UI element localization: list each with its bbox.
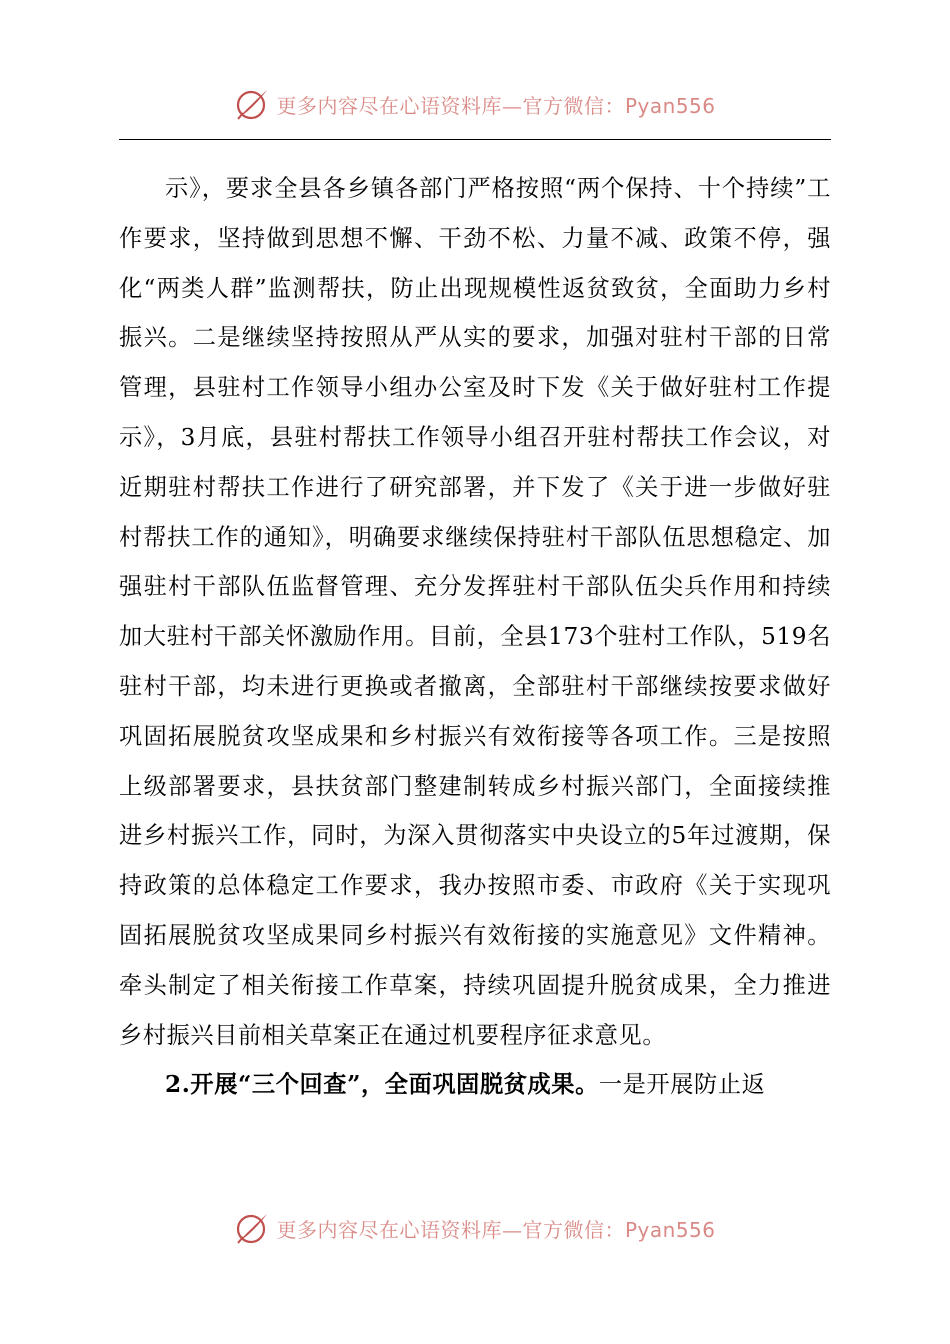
banner-wechat-id: Pyan556: [624, 1217, 716, 1242]
quill-logo-icon: [234, 86, 270, 122]
footer-banner: [0, 1208, 950, 1248]
section-heading: 2.开展“三个回查”，全面巩固脱贫成果。: [165, 1071, 599, 1099]
header-banner: [0, 84, 950, 124]
banner-text-cn: 更多内容尽在心语资料库—官方微信：: [276, 1217, 625, 1242]
quill-logo-icon: [234, 1210, 270, 1246]
banner-text-cn: 更多内容尽在心语资料库—官方微信：: [276, 93, 625, 118]
paragraph: [119, 1060, 831, 1110]
document-body: [119, 164, 831, 1110]
banner-text: [276, 90, 715, 119]
banner-wechat-id: Pyan556: [624, 93, 716, 118]
banner-text: [276, 1214, 715, 1243]
header-rule: [119, 139, 831, 140]
paragraph-text: 一是开展防止返: [598, 1071, 766, 1099]
paragraph: 示》，要求全县各乡镇各部门严格按照“两个保持、十个持续”工作要求，坚持做到思想不懈、干劲不松、力量不减、政策不停，强化“两类人群”监测帮扶，防止出现规模性返贫致贫，全面助力乡村振兴。二是继续坚持按照从严从实的要求，加强对驻村干部的日常管理，县驻村工作领导小组办公室及时下发《关于做好驻村工作提示》，3月底，县驻村帮扶工作领导小组召开驻村帮扶工作会议，对近期驻村帮扶工作进行了研究部署，并下发了《关于进一步做好驻村帮扶工作的通知》，明确要求继续保持驻村干部队伍思想稳定、加强驻村干部队伍监督管理、充分发挥驻村干部队伍尖兵作用和持续加大驻村干部关怀激励作用。目前，全县173个驻村工作队，519名驻村干部，均未进行更换或者撤离，全部驻村干部继续按要求做好巩固拓展脱贫攻坚成果和乡村振兴有效衔接等各项工作。三是按照上级部署要求，县扶贫部门整建制转成乡村振兴部门，全面接续推进乡村振兴工作，同时，为深入贯彻落实中央设立的5年过渡期，保持政策的总体稳定工作要求，我办按照市委、市政府《关于实现巩固拓展脱贫攻坚成果同乡村振兴有效衔接的实施意见》文件精神。牵头制定了相关衔接工作草案，持续巩固提升脱贫成果，全力推进乡村振兴目前相关草案正在通过机要程序征求意见。: [119, 175, 831, 1049]
